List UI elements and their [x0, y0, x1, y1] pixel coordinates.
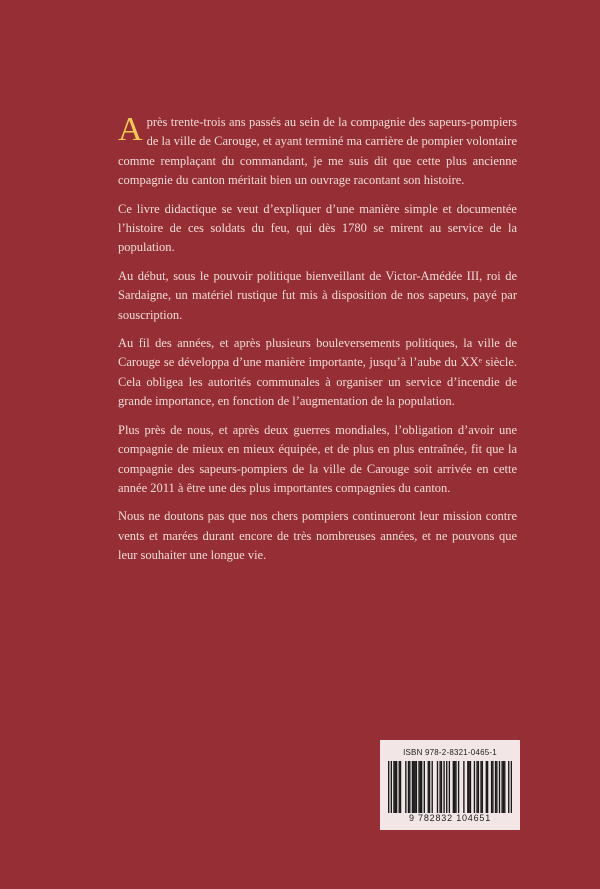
paragraph-6: Nous ne doutons pas que nos chers pompiers continueront leur mission contre vents et marées durant encore de très nombreuses années, et ne pouvons que leur souhaiter une longue vie.: [118, 509, 517, 563]
barcode-bar: [458, 761, 459, 813]
barcode-bar: [455, 761, 456, 813]
barcode-bar: [486, 761, 487, 813]
barcode-bar: [432, 761, 433, 813]
barcode-bar: [478, 761, 479, 813]
dropcap-letter: A: [118, 111, 143, 148]
barcode-bar: [429, 761, 430, 813]
barcode-bar: [491, 761, 492, 813]
barcode-bar: [388, 761, 389, 813]
barcode-bar: [463, 761, 464, 813]
barcode-bar: [414, 761, 415, 813]
barcode-bar: [454, 761, 455, 813]
barcode-bars: [388, 761, 512, 813]
barcode-bar: [400, 761, 401, 813]
back-cover-text: [118, 113, 517, 575]
barcode-bar: [395, 761, 396, 813]
barcode-bar: [396, 761, 397, 813]
barcode-bar: [439, 761, 440, 813]
barcode-bar: [492, 761, 493, 813]
barcode-bar: [503, 761, 504, 813]
barcode-bar: [482, 761, 483, 813]
barcode-bar: [501, 761, 502, 813]
barcode-bar: [495, 761, 496, 813]
barcode-bar: [446, 761, 447, 813]
barcode-bar: [428, 761, 429, 813]
barcode-bar: [413, 761, 414, 813]
barcode-bar: [467, 761, 468, 813]
barcode-bar: [420, 761, 421, 813]
barcode-bar: [412, 761, 413, 813]
paragraph-3: Au début, sous le pouvoir politique bienveillant de Victor-Amédée III, roi de Sardaigne, un matériel rustique fut mis à disposition de nos sapeurs, payé par souscription.: [118, 268, 517, 322]
barcode-bar: [421, 761, 422, 813]
barcode-bar: [499, 761, 500, 813]
barcode-bar: [441, 761, 442, 813]
barcode-bar: [399, 761, 400, 813]
barcode-bar: [449, 761, 450, 813]
paragraph-5: Plus près de nous, et après deux guerres mondiales, l’obligation d’avoir une compagnie de mieux en mieux équipée, et de plus en plus entraînée, fit que la compagnie des sapeurs-pompiers de la ville de Carouge soit arrivée en cette année 2011 à être une des plus importantes compagnies du canton.: [118, 422, 517, 495]
paragraph-1: [118, 113, 517, 191]
barcode-bar: [511, 761, 512, 813]
barcode-bar: [468, 761, 469, 813]
barcode-bar: [393, 761, 394, 813]
isbn-barcode-box: [380, 740, 520, 830]
barcode-bar: [487, 761, 488, 813]
barcode-bar: [424, 761, 425, 813]
barcode-bar: [418, 761, 419, 813]
barcode-bar: [496, 761, 497, 813]
paragraph-4: Au fil des années, et après plusieurs bouleversements politiques, la ville de Carouge se développa d’une manière importante, jusqu’à l’aube du XXᵉ siècle. Cela obligea les autorités communales à organiser un service d’incendie de grande importance, en fonction de l’augmentation de la population.: [118, 336, 517, 409]
barcode-bar: [480, 761, 481, 813]
ean-digits: 9 782832 104651: [408, 813, 492, 823]
barcode-bar: [437, 761, 438, 813]
barcode-bar: [470, 761, 471, 813]
paragraph-2: Ce livre didactique se veut d’expliquer d’une manière simple et documentée l’histoire de ces soldats du feu, qui dès 1780 se mirent au service de la population.: [118, 201, 517, 255]
barcode-bar: [476, 761, 477, 813]
barcode-bar: [408, 761, 409, 813]
barcode-bar: [409, 761, 410, 813]
barcode-bar: [474, 761, 475, 813]
barcode-bar: [508, 761, 509, 813]
barcode-bar: [416, 761, 417, 813]
barcode-bar: [504, 761, 505, 813]
barcode-bar: [391, 761, 392, 813]
barcode-bar: [453, 761, 454, 813]
barcode-bar: [443, 761, 444, 813]
barcode-bar: [405, 761, 406, 813]
isbn-label: ISBN 978-2-8321-0465-1: [403, 748, 497, 757]
paragraph-1-text: près trente-trois ans passés au sein de la compagnie des sapeurs-pompiers de la ville de Carouge, et ayant terminé ma carrière de pompier volontaire comme remplaçant du commandant, je me suis dit que cette plus ancienne compagnie du canton méritait bien un ouvrage racontant son histoire.: [118, 115, 517, 188]
